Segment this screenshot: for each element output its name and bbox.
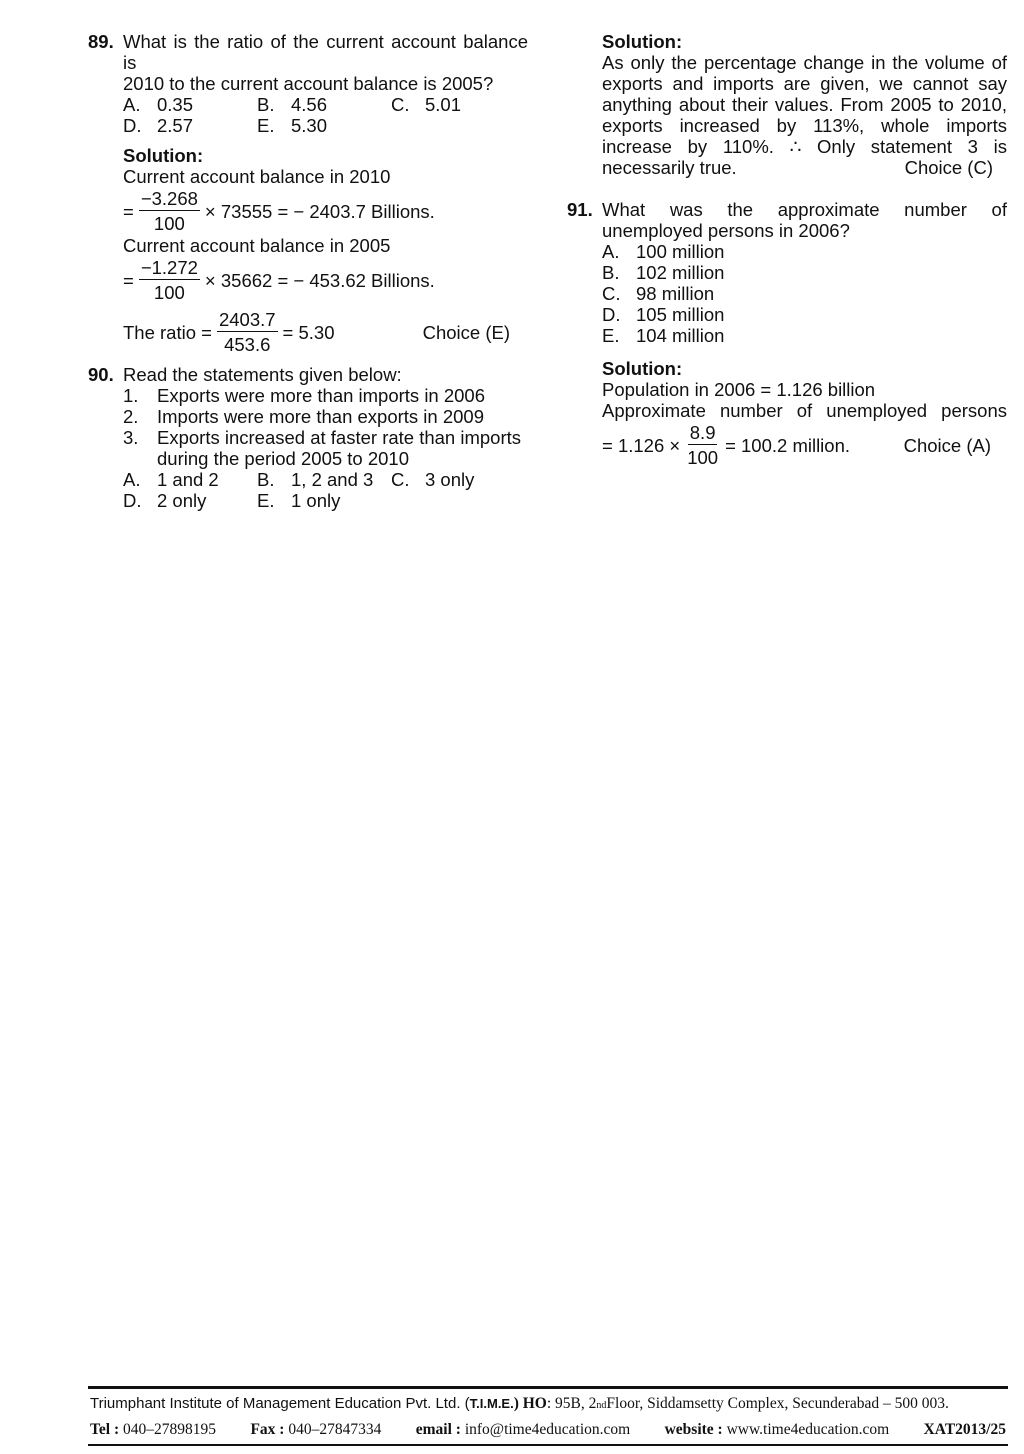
- solution-line: Population in 2006 = 1.126 billion: [602, 379, 876, 400]
- question-90: [88, 364, 528, 511]
- company-name: Triumphant Institute of Management Education Pvt. Ltd. (: [90, 1395, 470, 1412]
- option-b: B. 102 million: [602, 262, 725, 283]
- option-d: D. 105 million: [602, 304, 725, 325]
- option-c: C. 3 only: [391, 469, 475, 490]
- option-c: C. 5.01: [391, 94, 462, 115]
- option-e: E. 104 million: [602, 325, 725, 346]
- fraction: $\frac{-1.272}{100}$: [140, 257, 198, 303]
- option-d: D. 2 only: [123, 490, 207, 511]
- tel-label: Tel :: [90, 1421, 120, 1438]
- option-c: C. 98 million: [602, 283, 715, 304]
- email-address: info@time4education.com: [464, 1421, 631, 1438]
- solution-heading: Solution:: [123, 145, 204, 166]
- answer-options: [123, 94, 528, 136]
- address-part: Floor, Siddamsetty Complex, Secunderabad – 500 003.: [606, 1395, 949, 1412]
- page-code: XAT2013/25: [923, 1421, 1006, 1438]
- fraction: $\frac{8.9}{100}$: [687, 422, 719, 468]
- fraction: $\frac{2403.7}{453.6}$: [218, 309, 276, 355]
- solution-line: As only the percentage change in the volume of: [602, 52, 1007, 73]
- option-a: A. 100 million: [602, 241, 725, 262]
- statement-1: 1. Exports were more than imports in 2006: [123, 385, 486, 406]
- solution-line: Approximate number of unemployed persons: [602, 400, 1007, 421]
- solution-heading: Solution:: [602, 31, 683, 52]
- solution-last-line: necessarily true. Choice (C): [602, 157, 993, 178]
- statement-2: 2. Imports were more than exports in 2009: [123, 406, 484, 427]
- answer-options: [123, 469, 528, 511]
- option-b: B. 4.56: [257, 94, 328, 115]
- option-b: B. 1, 2 and 3: [257, 469, 374, 490]
- website-label: website :: [664, 1421, 723, 1438]
- question-text-line: unemployed persons in 2006?: [602, 220, 850, 241]
- page-footer: [88, 1386, 1008, 1446]
- question-text-line: What was the approximate number of: [602, 199, 1007, 220]
- question-number: 89.: [88, 31, 114, 52]
- answer-choice: Choice (C): [904, 157, 993, 178]
- solution-heading: Solution:: [602, 358, 683, 379]
- solution-line: increase by 110%. ∴ Only statement 3 is: [602, 136, 1007, 157]
- solution-line: anything about their values. From 2005 to 2010,: [602, 94, 1007, 115]
- option-a: A. 1 and 2: [123, 469, 219, 490]
- option-a: A. 0.35: [123, 94, 194, 115]
- answer-choice: Choice (A): [903, 434, 991, 456]
- equation-2005: = $\frac{-1.272}{100}$ × 35662 = − 453.62 Billions.: [123, 257, 435, 303]
- address-part: : 95B, 2: [546, 1395, 597, 1412]
- answer-choice: Choice (E): [422, 321, 510, 343]
- email-label: email :: [415, 1421, 461, 1438]
- question-number: 91.: [567, 199, 593, 220]
- fax-number: 040–27847334: [288, 1421, 382, 1438]
- tel-number: 040–27898195: [123, 1421, 217, 1438]
- question-text-line: What is the ratio of the current account balance is: [123, 31, 528, 73]
- right-column: [567, 31, 1007, 469]
- footer-contact-line: [88, 1416, 1008, 1440]
- option-e: E. 1 only: [257, 490, 341, 511]
- solution-line: exports increased by 113%, whole imports: [602, 115, 1007, 136]
- fax-label: Fax :: [250, 1421, 285, 1438]
- answer-options: [602, 241, 1007, 346]
- ratio-equation: The ratio = $\frac{2403.7}{453.6}$ = 5.30 Choice (E): [123, 309, 510, 355]
- question-90-solution: [567, 31, 1007, 178]
- option-e: E. 5.30: [257, 115, 328, 136]
- question-text-line: 2010 to the current account balance is 2005?: [123, 73, 494, 94]
- equation-2010: = $\frac{-3.268}{100}$ × 73555 = − 2403.7 Billions.: [123, 188, 435, 234]
- fraction: $\frac{-3.268}{100}$: [140, 188, 198, 234]
- website-url: www.time4education.com: [726, 1421, 890, 1438]
- statement-list: [123, 385, 528, 469]
- option-d: D. 2.57: [123, 115, 194, 136]
- solution-line: Current account balance in 2005: [123, 235, 391, 256]
- footer-rule-bottom: [88, 1444, 1008, 1446]
- left-column: [88, 31, 528, 511]
- solution-line: exports and imports are given, we cannot say: [602, 73, 1007, 94]
- solution-line: Current account balance in 2010: [123, 166, 391, 187]
- ho-label: ) HO: [513, 1395, 547, 1412]
- question-text-line: Read the statements given below:: [123, 364, 402, 385]
- question-91: [567, 199, 1007, 469]
- footer-address-line: [88, 1389, 1008, 1416]
- address-superscript: nd: [596, 1400, 607, 1411]
- unemployed-equation: = 1.126 × $\frac{8.9}{100}$ = 100.2 million. Choice (A): [602, 422, 991, 468]
- question-89: [88, 31, 528, 356]
- question-number: 90.: [88, 364, 114, 385]
- company-abbr: T.I.M.E.: [469, 1396, 514, 1411]
- statement-3: 3. Exports increased at faster rate than imports during the period 2005 to 2010: [123, 427, 522, 469]
